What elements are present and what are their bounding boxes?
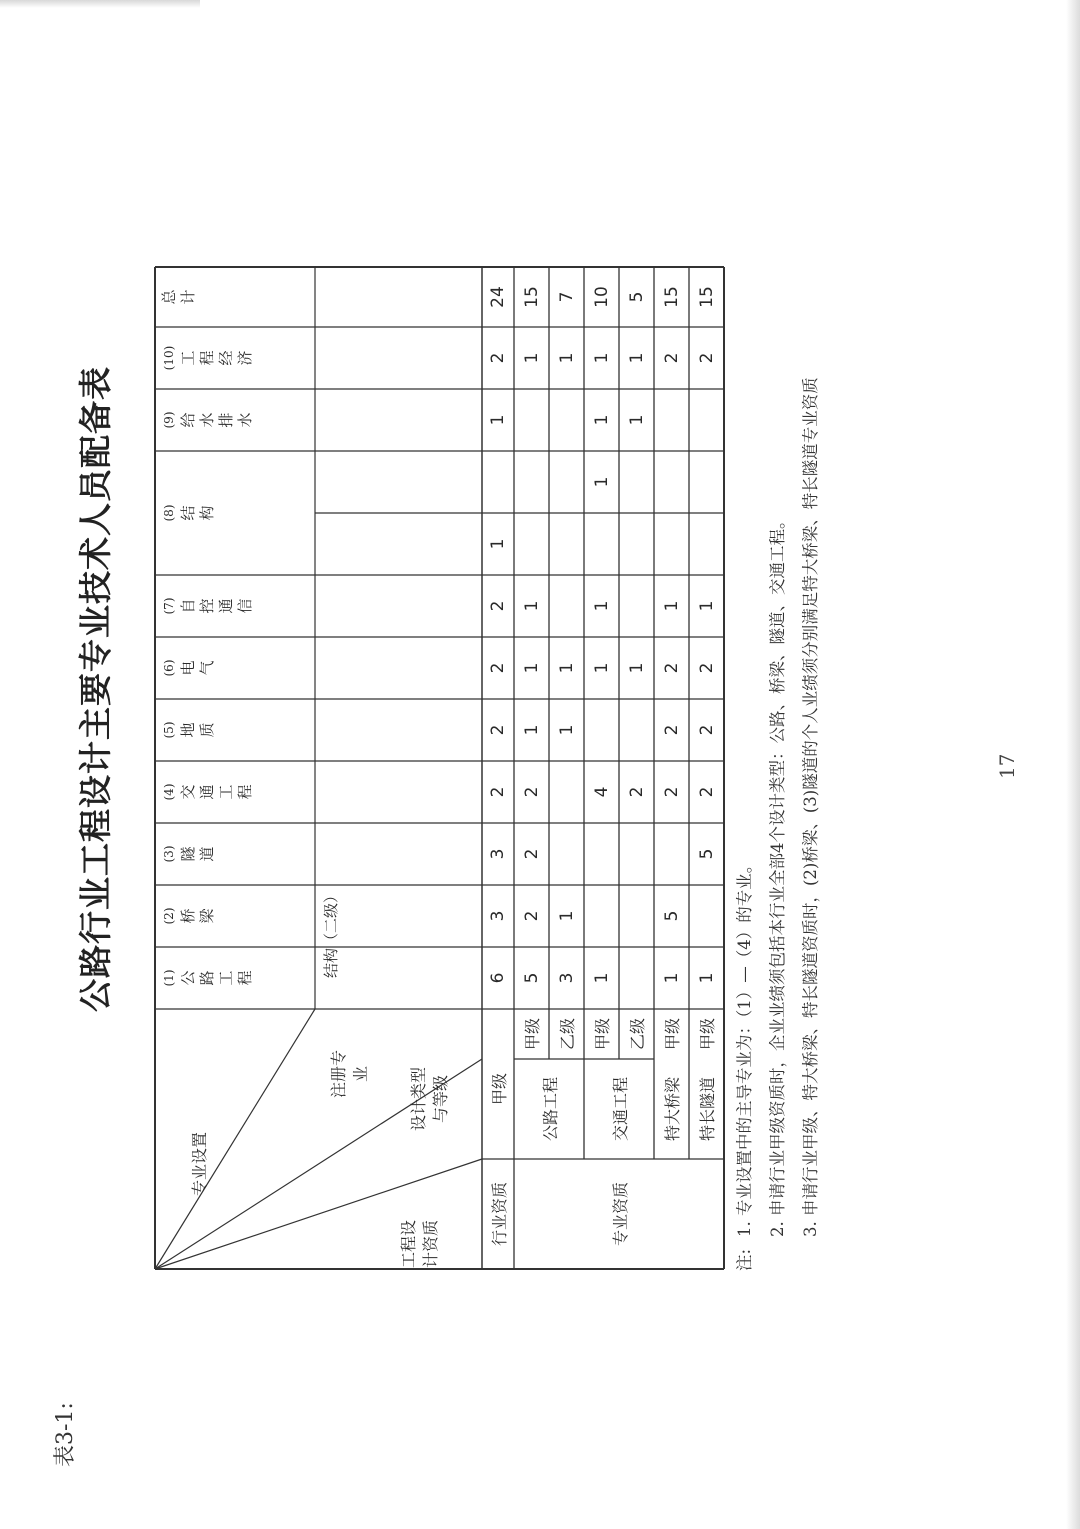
table-cell: 2 xyxy=(696,352,717,364)
column-header xyxy=(160,389,310,451)
table-cell: 2 xyxy=(488,600,508,612)
table-cell: 1 xyxy=(626,662,647,674)
group-label-industry: 行业资质 xyxy=(489,1182,509,1247)
table-cell: 2 xyxy=(661,786,682,798)
column-name-char: 质 xyxy=(198,722,216,738)
column-name-char: 通 xyxy=(198,784,216,800)
table-cell: 3 xyxy=(488,848,508,860)
notes-prefix: 注: xyxy=(735,1248,754,1271)
column-header-text xyxy=(160,784,255,801)
design-type-traffic: 交通工程 xyxy=(610,1077,630,1142)
column-name-char: 地 xyxy=(179,722,197,738)
column-name-char: 济 xyxy=(236,350,254,366)
column-name-char: 水 xyxy=(236,412,254,428)
table-cell: 2 xyxy=(521,786,542,798)
table-cell: 2 xyxy=(661,662,682,674)
table-cell: 1 xyxy=(556,662,577,674)
note-item: 2. 申请行业甲级资质时，企业业绩须包括本行业全部4个设计类型：公路、桥梁、隧道、交通工程。 xyxy=(768,512,787,1237)
table-cell: 1 xyxy=(521,600,542,612)
table-cell: 15 xyxy=(521,286,542,308)
table-cell: 3 xyxy=(488,910,508,922)
column-header xyxy=(160,575,310,637)
note-item: 3. 申请行业甲级、特大桥梁、特长隧道资质时，(2)桥梁、(3)隧道的个人业绩须分别满足特大桥梁、特长隧道专业资质 xyxy=(801,377,820,1237)
grade-cell: 乙级 xyxy=(558,1018,577,1051)
column-name-char: 工 xyxy=(179,350,197,366)
design-type-industry: 甲级 xyxy=(489,1073,509,1106)
column-number: (3) xyxy=(162,845,176,863)
table-cell: 1 xyxy=(488,414,508,426)
column-name-char: 水 xyxy=(198,412,216,428)
table-cell: 1 xyxy=(556,724,577,736)
table-cell: 2 xyxy=(488,724,508,736)
column-number: (10) xyxy=(162,345,176,371)
column-name-char: 计 xyxy=(179,289,197,305)
column-header-text xyxy=(160,290,198,305)
table-cell: 5 xyxy=(521,972,542,984)
column-header-text xyxy=(160,970,255,987)
column-number: (2) xyxy=(162,907,176,925)
column-name-char: 交 xyxy=(179,784,197,800)
column-number: (7) xyxy=(162,597,176,615)
column-name-char: 通 xyxy=(217,598,235,614)
column-name-char: 控 xyxy=(198,598,216,614)
table-cell: 2 xyxy=(661,724,682,736)
table-cell: 1 xyxy=(591,662,612,674)
table-cell: 1 xyxy=(556,352,577,364)
grade-cell: 甲级 xyxy=(593,1018,612,1051)
table-cell: 1 xyxy=(488,538,508,550)
table-cell: 15 xyxy=(696,286,717,308)
table-cell: 1 xyxy=(696,600,717,612)
table-cell: 2 xyxy=(521,848,542,860)
grade-cell: 甲级 xyxy=(663,1018,682,1051)
table-cell: 2 xyxy=(696,724,717,736)
group-label-specialty: 专业资质 xyxy=(610,1182,630,1247)
column-name-char: 程 xyxy=(236,970,254,986)
table-cell: 4 xyxy=(591,786,612,798)
table-cell: 2 xyxy=(696,786,717,798)
column-name-char: 气 xyxy=(198,660,216,676)
column-name-char: 桥 xyxy=(179,908,197,924)
design-type-bridge: 特大桥梁 xyxy=(663,1077,682,1142)
table-cell: 2 xyxy=(661,352,682,364)
column-name-char: 工 xyxy=(217,784,235,800)
column-header xyxy=(160,267,310,327)
table-cell: 1 xyxy=(521,352,542,364)
table-cell: 6 xyxy=(488,972,508,984)
column-name-char: 工 xyxy=(217,970,235,986)
column-name-char: 排 xyxy=(217,412,235,428)
column-header xyxy=(160,947,310,1009)
design-type-highway: 公路工程 xyxy=(540,1077,560,1142)
design-type-tunnel: 特长隧道 xyxy=(698,1077,717,1142)
table-cell: 1 xyxy=(521,662,542,674)
page-number: 17 xyxy=(995,753,1019,779)
table-cell: 24 xyxy=(488,286,508,308)
table-cell: 1 xyxy=(626,414,647,426)
table-cell: 5 xyxy=(661,910,682,922)
column-header-text xyxy=(160,505,217,522)
grade-cell: 甲级 xyxy=(698,1018,717,1051)
column-header xyxy=(160,885,310,947)
table-cell: 2 xyxy=(488,352,508,364)
column-header-text xyxy=(160,412,255,429)
table-cell: 1 xyxy=(661,600,682,612)
table-cell: 1 xyxy=(521,724,542,736)
corner-design-type-grade: 设计类型与等级 xyxy=(409,1067,450,1132)
column-name-char: 梁 xyxy=(198,908,216,924)
table-cell: 1 xyxy=(626,352,647,364)
column-header-text xyxy=(160,660,217,677)
grade-cell: 乙级 xyxy=(628,1018,647,1051)
column-number: (6) xyxy=(162,659,176,677)
table-cell: 5 xyxy=(696,848,717,860)
table-cell: 1 xyxy=(591,414,612,426)
column-name-char: 程 xyxy=(198,350,216,366)
corner-registered-specialty: 注册专业 xyxy=(329,1050,370,1099)
table-cell: 1 xyxy=(591,476,612,488)
column-name-char: 构 xyxy=(198,505,216,521)
column-name-char: 道 xyxy=(198,846,216,862)
column-header xyxy=(160,761,310,823)
table-cell: 1 xyxy=(556,910,577,922)
column-name-char: 公 xyxy=(179,970,197,986)
note-item: 1. 专业设置中的主导专业为：（1）—（4）的专业。 xyxy=(735,856,754,1237)
column-header xyxy=(160,823,310,885)
table-cell: 5 xyxy=(626,291,647,303)
table-label: 表3-1: xyxy=(53,1402,78,1467)
column-header xyxy=(160,327,310,389)
column-number: (9) xyxy=(162,411,176,429)
table-cell: 15 xyxy=(661,286,682,308)
corner-qualification: 工程设计资质 xyxy=(399,1220,440,1269)
column-number: (8) xyxy=(162,504,176,522)
table-cell: 1 xyxy=(696,972,717,984)
table-cell: 2 xyxy=(521,910,542,922)
column-header-text xyxy=(160,846,217,863)
column-number: (5) xyxy=(162,721,176,739)
column-name-char: 自 xyxy=(179,598,197,614)
column-header-text xyxy=(160,908,217,925)
page-title: 公路行业工程设计主要专业技术人员配备表 xyxy=(76,366,115,1012)
column-header-structure-level2: 结构（二级） xyxy=(321,888,340,979)
corner-professional-setup: 专业设置 xyxy=(190,1132,209,1197)
table-cell: 2 xyxy=(488,662,508,674)
column-header-text xyxy=(160,722,217,739)
table-cell: 2 xyxy=(696,662,717,674)
column-name-char: 路 xyxy=(198,970,216,986)
table-cell: 3 xyxy=(556,972,577,984)
column-header xyxy=(160,699,310,761)
column-name-char: 程 xyxy=(236,784,254,800)
table-cell: 1 xyxy=(591,972,612,984)
column-name-char: 信 xyxy=(236,598,254,614)
table-cell: 1 xyxy=(591,352,612,364)
table-cell: 1 xyxy=(591,600,612,612)
column-header-text xyxy=(160,598,255,615)
column-name-char: 结 xyxy=(179,505,197,521)
table-cell: 2 xyxy=(488,786,508,798)
column-number: (1) xyxy=(162,969,176,987)
table-cell: 2 xyxy=(626,786,647,798)
column-name-char: 隧 xyxy=(179,846,197,862)
grade-cell: 甲级 xyxy=(523,1018,542,1051)
column-header xyxy=(160,451,310,575)
column-name-char: 总 xyxy=(160,289,178,305)
column-name-char: 给 xyxy=(179,412,197,428)
column-header xyxy=(160,637,310,699)
table-cell: 7 xyxy=(556,291,577,303)
column-name-char: 电 xyxy=(179,660,197,676)
table-cell: 1 xyxy=(661,972,682,984)
column-name-char: 经 xyxy=(217,350,235,366)
column-number: (4) xyxy=(162,783,176,801)
table-cell: 10 xyxy=(591,286,612,308)
column-header-text xyxy=(160,346,255,371)
